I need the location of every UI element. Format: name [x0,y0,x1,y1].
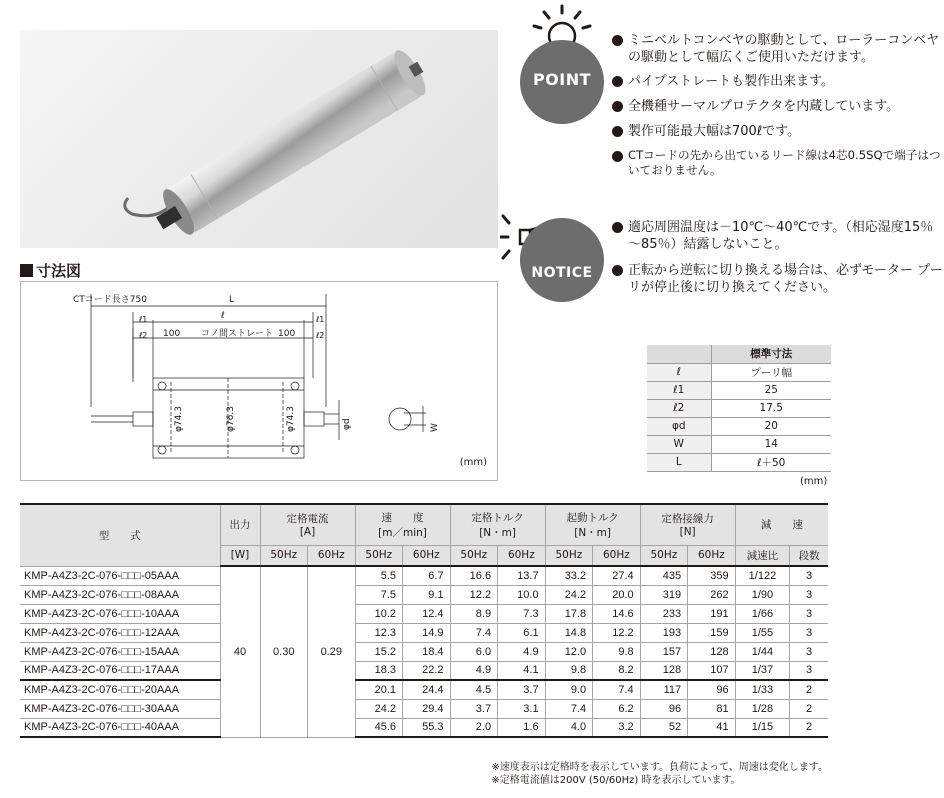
cell-ratio: 1/55 [735,623,790,642]
cell-s60: 27.4 [593,566,641,585]
cell-t60: 10.0 [498,585,546,604]
cell-ratio: 1/122 [735,566,790,585]
cell-output: 40 [220,566,260,737]
cell-v50: 5.5 [355,566,403,585]
cell-s60: 7.4 [593,680,641,699]
point-label: POINT [532,70,592,89]
std-key: W [647,435,711,453]
cell-t60: 3.7 [498,680,546,699]
table-row [20,699,828,718]
dimension-title: 寸法図 [20,260,81,281]
cell-ratio: 1/66 [735,604,790,623]
cell-f50: 319 [640,585,688,604]
cell-v60: 9.1 [403,585,451,604]
cell-model: KMP-A4Z3-2C-076-□□□-10AAA [20,604,220,623]
th-w-unit: [W] [220,545,260,566]
cell-s50: 9.0 [545,680,593,699]
cell-stages: 3 [790,585,828,604]
cell-f60: 81 [688,699,736,718]
cell-s60: 6.2 [593,699,641,718]
l2-label-right: ℓ2 [316,331,325,340]
cell-s60: 8.2 [593,661,641,680]
cell-t50: 4.5 [450,680,498,699]
cell-t60: 4.9 [498,642,546,661]
cell-model: KMP-A4Z3-2C-076-□□□-20AAA [20,680,220,699]
cell-v50: 10.2 [355,604,403,623]
L-label: L [229,295,235,305]
cell-f50: 233 [640,604,688,623]
table-row [20,585,828,604]
cell-s50: 14.8 [545,623,593,642]
std-value: ℓ＋50 [711,453,831,471]
dimension-svg [21,282,497,480]
cell-stages: 3 [790,661,828,680]
straight-mid-label: コノ間ストレート [201,329,274,339]
cell-t60: 7.3 [498,604,546,623]
phi-a-label: φ74.3 [174,406,184,432]
l1-label: ℓ1 [139,315,148,324]
cell-v50: 20.1 [355,680,403,699]
cell-f50: 96 [640,699,688,718]
point-badge [520,4,604,124]
title-square-icon [20,264,33,277]
footnote: ※速度表示は定格時を表示しています。負荷によって、周速は変化します。 [491,762,828,773]
cell-v50: 24.2 [355,699,403,718]
phi-b-label: φ76.3 [226,406,236,432]
cell-t50: 6.0 [450,642,498,661]
cell-f60: 96 [688,680,736,699]
footnotes [491,761,828,787]
table-row [20,604,828,623]
cell-t60: 4.1 [498,661,546,680]
cell-s60: 3.2 [593,718,641,737]
point-circle [520,40,604,124]
cell-f60: 41 [688,718,736,737]
cell-t50: 8.9 [450,604,498,623]
std-unit: (mm) [800,476,828,487]
std-header: 標準寸法 [711,345,831,363]
point-item: ミニベルトコンベヤの駆動として、ローラーコンベヤの駆動として幅広くご使用いただけます。 [612,32,944,66]
cell-s50: 9.8 [545,661,593,680]
cell-s50: 17.8 [545,604,593,623]
cell-v60: 29.4 [403,699,451,718]
cell-t60: 3.1 [498,699,546,718]
phi-c-label: φ74.3 [286,406,296,432]
cell-f60: 128 [688,642,736,661]
std-value: 17.5 [711,399,831,417]
std-value: 20 [711,417,831,435]
cell-stages: 2 [790,699,828,718]
cell-t60: 6.1 [498,623,546,642]
point-item: 製作可能最大幅は700ℓです。 [612,123,944,140]
th-start-torque: 起動トルク [N・m] [545,504,640,545]
notice-list [612,219,944,296]
cell-v50: 18.3 [355,661,403,680]
cell-v60: 18.4 [403,642,451,661]
cell-v60: 55.3 [403,718,451,737]
cell-current50: 0.30 [260,566,308,737]
th-reduction: 減 速 [735,504,828,545]
cell-f50: 117 [640,680,688,699]
cell-f50: 193 [640,623,688,642]
ct-cord-label: CTコード長さ750 [73,295,147,305]
cell-s50: 12.0 [545,642,593,661]
cell-f60: 107 [688,661,736,680]
cell-s60: 12.2 [593,623,641,642]
table-row [20,718,828,737]
cell-ratio: 1/90 [735,585,790,604]
cell-s50: 7.4 [545,699,593,718]
cell-stages: 3 [790,623,828,642]
point-item: パイプストレートも製作出来ます。 [612,73,944,90]
motor-pulley-illustration [20,30,498,248]
cell-f50: 157 [640,642,688,661]
th-torque: 定格トルク [N・m] [450,504,545,545]
cell-ratio: 1/28 [735,699,790,718]
cell-f60: 159 [688,623,736,642]
cell-f50: 52 [640,718,688,737]
cell-model: KMP-A4Z3-2C-076-□□□-08AAA [20,585,220,604]
cell-t60: 13.7 [498,566,546,585]
table-row [20,680,828,699]
spec-table: 型 式 出力 定格電流 [A] 速 度 [m／min] 定格トルク [N・m] 起動トルク [N・m] 定格接線力 [N] 減 速 [W] 50Hz 60Hz 50Hz 60Hz 50Hz 60Hz 50Hz 60Hz 50Hz 60Hz 減速比 段数 KMP-A4Z3-2C-076-□□□-05AAA 40 0.30 0.29 5.5 6.7 16.6 13.7 33.2 27.4 435 359 1/122 3 KMP-A4Z3-2C-076-□□□-08AAA 7.5 9.1 12.2 10.0 24.2 20.0 319 262 1/90 3 KMP-A4Z3-2C-076-□□□-10AAA 10.2 12.4 8.9 7.3 17.8 14.6 233 191 1/66 3 KMP-A4Z3-2C-076-□□□-12AAA 12.3 14.9 7.4 6.1 14.8 12.2 193 159 1/55 3 KMP-A4Z3-2C-076-□□□-15AAA 15.2 18.4 6.0 4.9 12.0 9.8 157 128 1/44 3 KMP-A4Z3-2C-076-□□□-17AAA 18.3 22.2 4.9 4.1 9.8 8.2 128 107 1/37 3 KMP-A4Z3-2C-076-□□□-20AAA 20.1 24.4 4.5 3.7 9.0 7.4 117 96 1/33 2 KMP-A4Z3-2C-076-□□□-30AAA 24.2 29.4 3.7 3.1 7.4 6.2 96 81 1/28 2 KMP-A4Z3-2C-076-□□□-40AAA 45.6 55.3 2.0 1.6 4.0 3.2 52 41 1/15 2 [20,503,828,738]
cell-ratio: 1/33 [735,680,790,699]
cell-current60: 0.29 [308,566,356,737]
point-list [612,32,944,178]
th-output: 出力 [220,504,260,545]
spec-body [20,566,828,737]
cell-v50: 45.6 [355,718,403,737]
standard-dimensions-table [647,345,831,472]
cell-f60: 359 [688,566,736,585]
cell-ratio: 1/15 [735,718,790,737]
cell-model: KMP-A4Z3-2C-076-□□□-17AAA [20,661,220,680]
cell-s50: 24.2 [545,585,593,604]
cell-s60: 20.0 [593,585,641,604]
std-key: ℓ2 [647,399,711,417]
th-tension: 定格接線力 [N] [640,504,735,545]
footnote: ※定格電流値は200V (50/60Hz) 時を表示しています。 [491,775,741,786]
cell-model: KMP-A4Z3-2C-076-□□□-15AAA [20,642,220,661]
std-value: 25 [711,381,831,399]
cell-t50: 2.0 [450,718,498,737]
table-row [20,661,828,680]
std-key: ℓ1 [647,381,711,399]
std-key: ℓ [647,363,711,381]
table-row [20,623,828,642]
point-item: CTコードの先から出ているリード線は4芯0.5SQで端子はついておりません。 [612,148,944,178]
cell-ratio: 1/37 [735,661,790,680]
cell-t50: 4.9 [450,661,498,680]
cell-v60: 24.4 [403,680,451,699]
cell-t50: 16.6 [450,566,498,585]
cell-v50: 12.3 [355,623,403,642]
th-current: 定格電流 [A] [260,504,355,545]
cell-f60: 262 [688,585,736,604]
std-key: φd [647,417,711,435]
notice-label: NOTICE [531,265,593,281]
l2-label: ℓ2 [139,331,148,340]
notice-item: 適応周囲温度は－10℃～40℃です。（相応湿度15％～85％）結露しないこと。 [612,219,944,253]
straight-right-label: 100 [278,329,296,339]
std-key: L [647,453,711,471]
cell-v60: 6.7 [403,566,451,585]
cell-model: KMP-A4Z3-2C-076-□□□-30AAA [20,699,220,718]
cell-ratio: 1/44 [735,642,790,661]
cell-stages: 3 [790,604,828,623]
cell-stages: 2 [790,718,828,737]
point-item: 全機種サーマルプロテクタを内蔵しています。 [612,98,944,115]
notice-item: 正転から逆転に切り換える場合は、必ずモーター プーリが停止後に切り換えてください。 [612,262,944,296]
notice-badge [500,212,610,302]
cell-model: KMP-A4Z3-2C-076-□□□-12AAA [20,623,220,642]
cell-f60: 191 [688,604,736,623]
cell-model: KMP-A4Z3-2C-076-□□□-05AAA [20,566,220,585]
std-value: 14 [711,435,831,453]
dimension-drawing [20,281,498,481]
cell-t50: 12.2 [450,585,498,604]
std-value: プーリ幅 [711,363,831,381]
cell-v60: 22.2 [403,661,451,680]
cell-v50: 7.5 [355,585,403,604]
cell-stages: 3 [790,566,828,585]
notice-circle [520,218,604,302]
cell-t50: 3.7 [450,699,498,718]
cell-f50: 128 [640,661,688,680]
cell-stages: 2 [790,680,828,699]
cell-stages: 3 [790,642,828,661]
l-label: ℓ [221,311,225,321]
cell-t50: 7.4 [450,623,498,642]
cell-s50: 4.0 [545,718,593,737]
table-row [20,566,828,585]
th-model: 型 式 [20,504,220,566]
cell-s60: 9.8 [593,642,641,661]
cell-s60: 14.6 [593,604,641,623]
w-label: W [430,423,440,432]
l1-label-right: ℓ1 [316,315,325,324]
th-speed: 速 度 [m／min] [355,504,450,545]
table-row [20,642,828,661]
cell-v60: 12.4 [403,604,451,623]
cell-f50: 435 [640,566,688,585]
drawing-unit: (mm) [459,457,487,468]
cell-model: KMP-A4Z3-2C-076-□□□-40AAA [20,718,220,737]
cell-t60: 1.6 [498,718,546,737]
cell-s50: 33.2 [545,566,593,585]
phi-d-label: φd [342,418,352,430]
product-photo [20,30,498,248]
cell-v50: 15.2 [355,642,403,661]
straight-left-label: 100 [163,329,181,339]
cell-v60: 14.9 [403,623,451,642]
